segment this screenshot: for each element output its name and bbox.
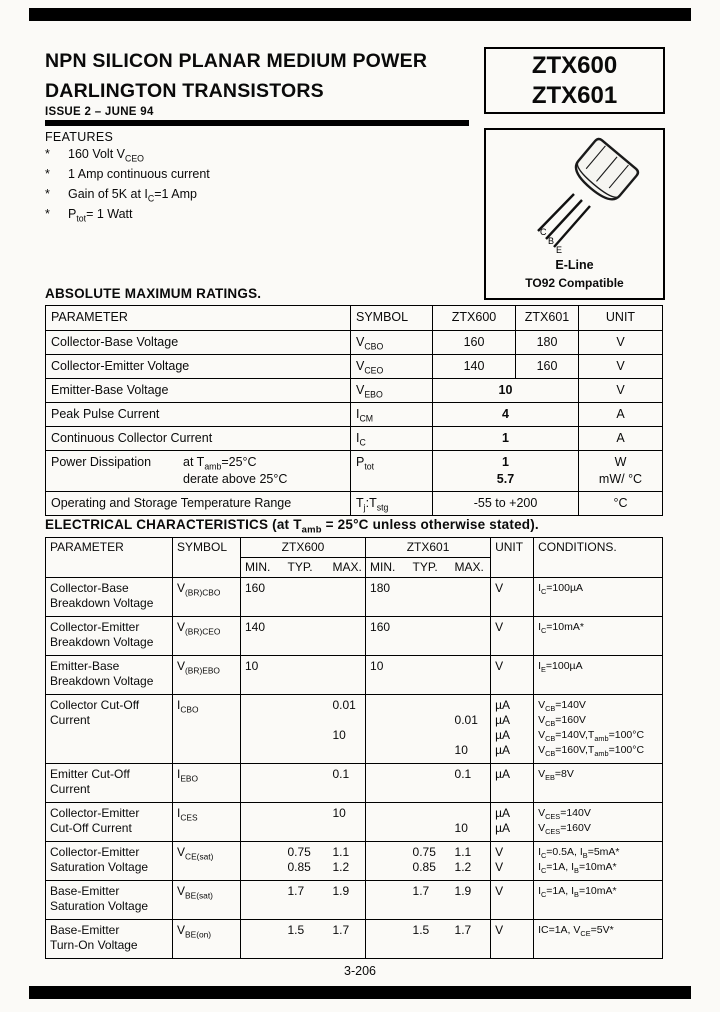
ztx600-min-cell — [241, 803, 284, 842]
ztx601-min-cell: 160 — [366, 617, 409, 656]
condition-line: $V_{CES}=160V$ — [538, 822, 591, 836]
parameter-cell: Collector-Base Voltage — [46, 331, 351, 355]
ec-row-collector-emitter-saturation — [46, 842, 663, 881]
ztx600-min-cell — [241, 881, 284, 920]
shared-value-cell: 1 — [433, 427, 579, 451]
amr-row-continuous-collector-current — [46, 427, 663, 451]
ztx601-max-cell — [451, 656, 491, 695]
page-title — [45, 46, 427, 106]
parameter-cell — [46, 451, 351, 492]
parameter-line: Base-Emitter — [50, 884, 120, 898]
ec-row-collector-cutoff-current — [46, 695, 663, 764]
unit-cell: V — [491, 881, 534, 920]
ztx600-max-cell — [329, 656, 366, 695]
parameter-line: Collector-Emitter — [50, 806, 140, 820]
value-line — [333, 713, 362, 728]
ztx601-max-cell: 1.9 — [451, 881, 491, 920]
value-line: 1.1 — [454, 845, 472, 859]
feature-item — [45, 147, 210, 167]
ec-row-base-emitter-saturation — [46, 881, 663, 920]
package-box — [484, 128, 665, 300]
value-line: 10 — [454, 821, 468, 835]
parameter-condition: at $T_{amb}=25^\circ C$ — [183, 455, 257, 472]
subheader-max: MAX. — [451, 558, 491, 578]
subheader-typ: TYP. — [284, 558, 329, 578]
value-line: 1.2 — [332, 860, 350, 874]
ztx601-min-cell — [366, 803, 409, 842]
absolute-maximum-ratings-table — [45, 305, 663, 516]
col-header-parameter: PARAMETER — [46, 306, 351, 331]
pin-label-c: C — [540, 227, 547, 237]
ztx600-typ-cell — [284, 842, 329, 881]
unit-cell — [491, 695, 534, 764]
parameter-cell — [46, 656, 173, 695]
subheader-typ: TYP. — [409, 558, 451, 578]
parameter-line: Breakdown Voltage — [50, 674, 154, 688]
ec-heading: ELECTRICAL CHARACTERISTICS (at $T_{amb} = 25^\circ C$ unless otherwise stated). — [45, 517, 539, 536]
subheader-min: MIN. — [241, 558, 284, 578]
amr-row-collector-base-voltage — [46, 331, 663, 355]
ztx601-max-cell: 1.7 — [451, 920, 491, 959]
title-line-2: DARLINGTON TRANSISTORS — [45, 80, 324, 102]
issue-line: ISSUE 2 – JUNE 94 — [45, 106, 154, 118]
bullet-asterisk: * — [45, 207, 50, 221]
ztx601-min-cell — [366, 695, 409, 764]
parameter-line: Emitter Cut-Off — [50, 767, 130, 781]
title-line-1: NPN SILICON PLANAR MEDIUM POWER — [45, 50, 428, 72]
ztx601-max-cell — [451, 803, 491, 842]
page-number: 3-206 — [344, 964, 376, 978]
ztx601-max-cell — [451, 578, 491, 617]
ztx601-typ-cell — [409, 578, 451, 617]
ztx601-min-cell — [366, 920, 409, 959]
parameter-cell: Peak Pulse Current — [46, 403, 351, 427]
value-line: 1.1 — [332, 845, 350, 859]
ztx601-typ-cell — [409, 695, 451, 764]
ztx601-max-cell — [451, 695, 491, 764]
value-line: 0.85 — [412, 860, 436, 874]
symbol-cell: $I_{EBO}$ — [173, 764, 241, 803]
col-header-unit: UNIT — [579, 306, 663, 331]
ztx601-typ-cell — [409, 842, 451, 881]
amr-row-collector-emitter-voltage — [46, 355, 663, 379]
ztx600-min-cell — [241, 695, 284, 764]
unit-line: µA — [495, 713, 510, 727]
unit-line: V — [495, 860, 504, 874]
feature-item — [45, 187, 210, 207]
ec-row-base-emitter-turn-on — [46, 920, 663, 959]
col-header-ztx601: ZTX601 — [366, 538, 491, 558]
amr-heading: ABSOLUTE MAXIMUM RATINGS. — [45, 286, 262, 301]
parameter-cell — [46, 803, 173, 842]
ztx600-typ-cell: 1.5 — [284, 920, 329, 959]
ec-row-collector-base-breakdown — [46, 578, 663, 617]
ztx600-typ-cell — [284, 695, 329, 764]
col-header-symbol: SYMBOL — [351, 306, 433, 331]
value-line: 0.01 — [454, 713, 478, 727]
feature-text: Gain of 5K at $I_C=1$ Amp — [68, 187, 197, 204]
pin-label-e: E — [556, 245, 563, 255]
unit-cell: V — [491, 617, 534, 656]
parameter-cell: Operating and Storage Temperature Range — [46, 492, 351, 516]
unit-line: µA — [495, 806, 510, 820]
ztx600-max-cell: 0.1 — [329, 764, 366, 803]
ztx600-max-cell — [329, 842, 366, 881]
symbol-cell: $I_{CBO}$ — [173, 695, 241, 764]
ztx600-min-cell: 140 — [241, 617, 284, 656]
ztx600-min-cell — [241, 842, 284, 881]
condition-line: $V_{CES}=140V$ — [538, 807, 591, 821]
feature-text: 1 Amp continuous current — [68, 167, 210, 181]
top-rule — [29, 8, 691, 21]
col-header-conditions: CONDITIONS. — [534, 538, 663, 578]
unit-cell: A — [579, 427, 663, 451]
symbol-cell: $V_{(BR)CEO}$ — [173, 617, 241, 656]
parameter-cell: Continuous Collector Current — [46, 427, 351, 451]
unit-cell — [579, 451, 663, 492]
unit-cell: V — [491, 578, 534, 617]
feature-text: 160 Volt $V_{CEO}$ — [68, 147, 144, 164]
ec-row-collector-emitter-breakdown — [46, 617, 663, 656]
amr-row-power-dissipation — [46, 451, 663, 492]
amr-row-emitter-base-voltage — [46, 379, 663, 403]
ztx600-max-cell — [329, 803, 366, 842]
parameter-line: Base-Emitter — [50, 923, 120, 937]
condition-line: $V_{CB}=160V$ — [538, 714, 586, 728]
parameter-cell — [46, 842, 173, 881]
ztx601-value-cell: 180 — [516, 331, 579, 355]
electrical-characteristics-table — [45, 537, 663, 959]
part-number-ztx601: ZTX601 — [531, 82, 618, 109]
ztx600-value-cell: 160 — [433, 331, 516, 355]
value-line: 1 — [502, 455, 509, 469]
parameter-line: Current — [50, 782, 91, 796]
ztx601-min-cell: 180 — [366, 578, 409, 617]
unit-cell: V — [491, 656, 534, 695]
parameter-cell: Collector-Emitter Voltage — [46, 355, 351, 379]
package-compatibility: TO92 Compatible — [525, 276, 624, 290]
bullet-asterisk: * — [45, 187, 50, 201]
conditions-cell — [534, 803, 663, 842]
parameter-line: Saturation Voltage — [50, 899, 149, 913]
unit-cell: µA — [491, 764, 534, 803]
to92-package-icon — [496, 136, 656, 261]
bottom-rule — [29, 986, 691, 999]
unit-cell — [491, 803, 534, 842]
amr-row-peak-pulse-current — [46, 403, 663, 427]
symbol-cell: $V_{BE(sat)}$ — [173, 881, 241, 920]
ztx601-max-cell: 0.1 — [451, 764, 491, 803]
ztx601-min-cell — [366, 881, 409, 920]
features-list — [45, 147, 210, 227]
ztx601-min-cell: 10 — [366, 656, 409, 695]
value-line: 0.85 — [287, 860, 311, 874]
parameter-label: Power Dissipation — [51, 455, 152, 469]
ztx601-min-cell — [366, 842, 409, 881]
condition-line: $V_{CB}=140V,T_{amb}=100^\circ C$ — [538, 729, 645, 743]
pin-label-b: B — [548, 236, 555, 246]
feature-item — [45, 207, 210, 227]
parameter-line: Breakdown Voltage — [50, 596, 154, 610]
value-line — [333, 743, 362, 758]
parameter-line: Breakdown Voltage — [50, 635, 154, 649]
symbol-cell: $I_{CM}$ — [351, 403, 433, 427]
value-line — [455, 728, 487, 743]
value-line: 0.01 — [332, 698, 356, 712]
unit-cell: °C — [579, 492, 663, 516]
ztx600-max-cell — [329, 695, 366, 764]
unit-line: µA — [495, 728, 510, 742]
value-line: 5.7 — [496, 472, 515, 486]
condition-line: $V_{CB}=160V,T_{amb}=100^\circ C$ — [538, 744, 645, 758]
unit-line: V — [495, 845, 504, 859]
subheader-max: MAX. — [329, 558, 366, 578]
value-line — [455, 806, 487, 821]
parameter-cell — [46, 764, 173, 803]
symbol-cell: $P_{tot}$ — [351, 451, 433, 492]
parameter-cell — [46, 695, 173, 764]
value-line: 10 — [332, 728, 346, 742]
value-line: 1.2 — [454, 860, 472, 874]
ztx600-max-cell: 1.9 — [329, 881, 366, 920]
unit-cell — [491, 842, 534, 881]
ztx600-value-cell: 140 — [433, 355, 516, 379]
unit-cell: V — [491, 920, 534, 959]
conditions-cell: IC=1A, $V_{CE}=5V*$ — [534, 920, 663, 959]
bullet-asterisk: * — [45, 167, 50, 181]
part-number-ztx600: ZTX600 — [531, 52, 618, 79]
bullet-asterisk: * — [45, 147, 50, 161]
amr-header-row — [46, 306, 663, 331]
conditions-cell — [534, 695, 663, 764]
symbol-cell: $I_C$ — [351, 427, 433, 451]
col-header-ztx600: ZTX600 — [241, 538, 366, 558]
col-header-symbol: SYMBOL — [173, 538, 241, 578]
value-line: 0.75 — [287, 845, 311, 859]
ztx601-min-cell — [366, 764, 409, 803]
col-header-ztx600: ZTX600 — [433, 306, 516, 331]
parameter-cell — [46, 578, 173, 617]
parameter-line: Collector Cut-Off — [50, 698, 140, 712]
ztx601-value-cell: 160 — [516, 355, 579, 379]
unit-cell: A — [579, 403, 663, 427]
symbol-cell: $V_{(BR)EBO}$ — [173, 656, 241, 695]
value-line: 0.75 — [412, 845, 436, 859]
col-header-ztx601: ZTX601 — [516, 306, 579, 331]
parameter-cell — [46, 617, 173, 656]
unit-line: µA — [495, 743, 510, 757]
parameter-line: Emitter-Base — [50, 659, 120, 673]
condition-line: $V_{CB}=140V$ — [538, 699, 586, 713]
ztx601-typ-cell — [409, 764, 451, 803]
shared-value-cell: -55 to +200 — [433, 492, 579, 516]
ztx601-typ-cell: 1.5 — [409, 920, 451, 959]
col-header-parameter: PARAMETER — [46, 538, 173, 578]
parameter-line: Saturation Voltage — [50, 860, 149, 874]
value-line: 10 — [332, 806, 346, 820]
ztx601-max-cell — [451, 617, 491, 656]
conditions-cell: $V_{EB}=8V$ — [534, 764, 663, 803]
value-line: 10 — [454, 743, 468, 757]
symbol-cell: $V_{(BR)CBO}$ — [173, 578, 241, 617]
parameter-condition: derate above 25°C — [183, 472, 288, 486]
ztx601-typ-cell: 1.7 — [409, 881, 451, 920]
conditions-cell: $I_C=10mA*$ — [534, 617, 663, 656]
parameter-line: Collector-Emitter — [50, 845, 140, 859]
ec-row-collector-emitter-cutoff-current — [46, 803, 663, 842]
amr-row-operating-storage-temperature — [46, 492, 663, 516]
ztx600-typ-cell: 1.7 — [284, 881, 329, 920]
symbol-cell: $V_{CEO}$ — [351, 355, 433, 379]
ztx601-typ-cell — [409, 803, 451, 842]
condition-line: $I_C=0.5A$, $I_B=5mA*$ — [538, 846, 620, 860]
value-line — [455, 698, 487, 713]
part-number-box — [484, 47, 665, 114]
ec-row-emitter-cutoff-current — [46, 764, 663, 803]
condition-line: $I_C=1A$, $I_B=10mA*$ — [538, 861, 617, 875]
ztx601-typ-cell — [409, 617, 451, 656]
unit-line: mW/ °C — [598, 472, 643, 486]
ec-row-emitter-base-breakdown — [46, 656, 663, 695]
package-name: E-Line — [555, 258, 594, 272]
ztx600-max-cell — [329, 578, 366, 617]
ztx601-max-cell — [451, 842, 491, 881]
ztx600-typ-cell — [284, 656, 329, 695]
symbol-cell: $V_{EBO}$ — [351, 379, 433, 403]
shared-value-cell: 10 — [433, 379, 579, 403]
ztx600-typ-cell — [284, 803, 329, 842]
shared-value-cell: 4 — [433, 403, 579, 427]
symbol-cell: $V_{CBO}$ — [351, 331, 433, 355]
symbol-cell: $I_{CES}$ — [173, 803, 241, 842]
value-line — [333, 821, 362, 836]
ztx600-min-cell — [241, 764, 284, 803]
conditions-cell: $I_C=100\mu A$ — [534, 578, 663, 617]
ztx600-min-cell — [241, 920, 284, 959]
ztx600-typ-cell — [284, 578, 329, 617]
col-header-unit: UNIT — [491, 538, 534, 578]
ec-header-row-1 — [46, 538, 663, 558]
ztx600-max-cell: 1.7 — [329, 920, 366, 959]
parameter-cell: Emitter-Base Voltage — [46, 379, 351, 403]
symbol-cell: $V_{BE(on)}$ — [173, 920, 241, 959]
subheader-min: MIN. — [366, 558, 409, 578]
features-heading: FEATURES — [45, 130, 114, 144]
ztx600-max-cell — [329, 617, 366, 656]
parameter-line: Turn-On Voltage — [50, 938, 138, 952]
issue-rule — [45, 120, 469, 126]
ztx600-typ-cell — [284, 617, 329, 656]
unit-cell: V — [579, 379, 663, 403]
feature-text: $P_{tot}= 1$ Watt — [68, 207, 133, 224]
parameter-line: Cut-Off Current — [50, 821, 132, 835]
parameter-cell — [46, 881, 173, 920]
unit-cell: V — [579, 355, 663, 379]
conditions-cell: $I_C=1A$, $I_B=10mA*$ — [534, 881, 663, 920]
unit-line: µA — [495, 821, 510, 835]
unit-cell: V — [579, 331, 663, 355]
parameter-line: Collector-Base — [50, 581, 129, 595]
conditions-cell: $I_E=100\mu A$ — [534, 656, 663, 695]
symbol-cell: $V_{CE(sat)}$ — [173, 842, 241, 881]
conditions-cell — [534, 842, 663, 881]
ztx600-typ-cell — [284, 764, 329, 803]
unit-line: W — [614, 455, 627, 469]
feature-item — [45, 167, 210, 187]
parameter-line: Current — [50, 713, 91, 727]
parameter-line: Collector-Emitter — [50, 620, 140, 634]
shared-value-cell — [433, 451, 579, 492]
unit-line: µA — [495, 698, 510, 712]
parameter-cell — [46, 920, 173, 959]
ztx600-min-cell: 10 — [241, 656, 284, 695]
ztx600-min-cell: 160 — [241, 578, 284, 617]
symbol-cell: $T_j:T_{stg}$ — [351, 492, 433, 516]
ztx601-typ-cell — [409, 656, 451, 695]
